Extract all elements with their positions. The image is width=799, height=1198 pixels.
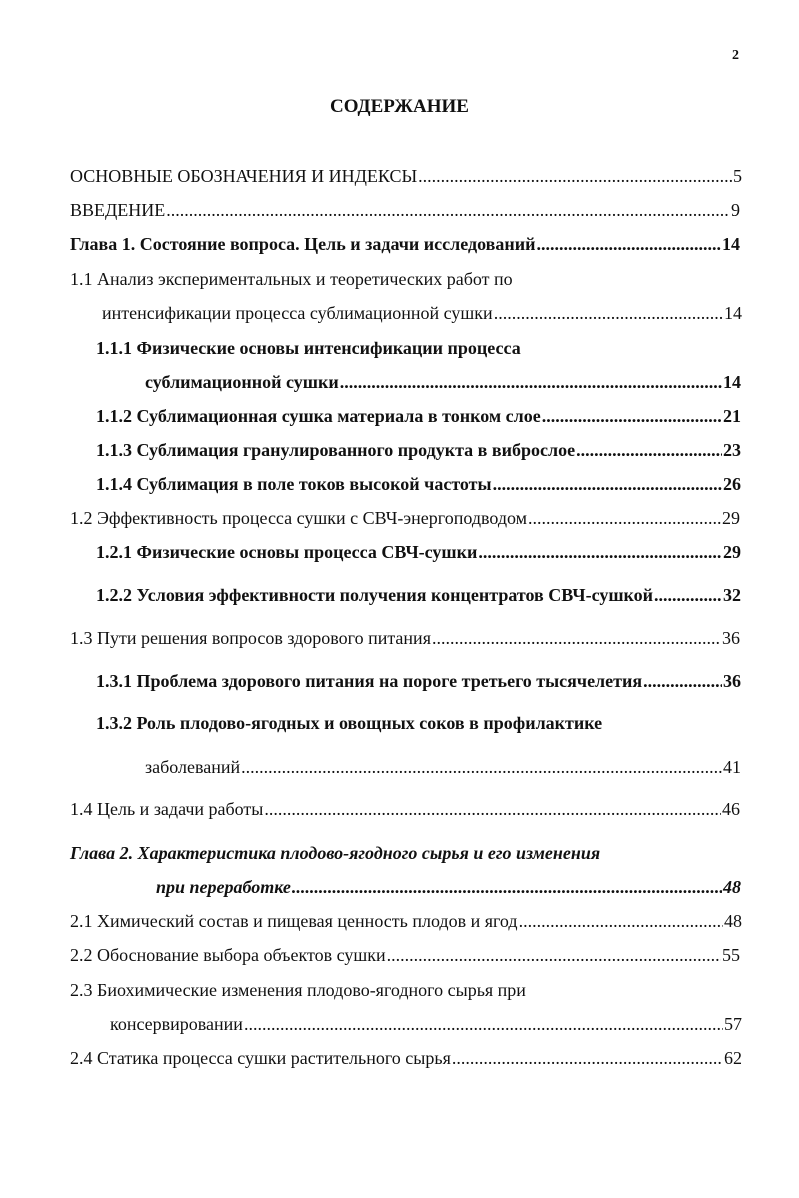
toc-entry-2-3[interactable] [110,1012,742,1036]
leader-dots [244,1012,723,1036]
toc-entry-1-2-2[interactable] [96,583,741,607]
toc-entry-page: 48 [723,877,741,897]
toc-entry-page: 46 [722,799,740,819]
toc-entry-1-3[interactable] [70,626,740,650]
toc-entry-page: 21 [723,406,741,426]
toc-entry-1-1-3[interactable] [96,438,741,462]
toc-entry-2-2[interactable] [70,943,740,967]
toc-entry-page: 29 [722,508,740,528]
leader-dots [292,875,722,899]
toc-entry-label: 1.3.1 Проблема здорового питания на пороге третьего тысячелетия [96,671,643,691]
toc-entry-introduction[interactable] [70,198,740,222]
leader-dots [166,198,730,222]
toc-entry-label: консервировании [110,1014,243,1034]
leader-dots [432,626,721,650]
toc-entry-page: 62 [724,1048,742,1068]
toc-entry-label: Глава 1. Состояние вопроса. Цель и задачи исследований [70,234,536,254]
toc-entry-label: 2.2 Обоснование выбора объектов сушки [70,945,386,965]
toc-entry-label: 1.2 Эффективность процесса сушки с СВЧ-энергоподводом [70,508,528,528]
toc-entry-label: при переработке [156,877,291,897]
leader-dots [478,540,722,564]
toc-entry-label: 1.1.3 Сублимация гранулированного продукта в виброслое [96,440,576,460]
leader-dots [654,583,722,607]
toc-entry-page: 26 [723,474,741,494]
leader-dots [493,472,722,496]
leader-dots [264,797,721,821]
toc-entry-label: заболеваний [145,757,241,777]
leader-dots [519,909,723,933]
toc-entry-1-2[interactable] [70,506,740,530]
toc-entry-page: 29 [723,542,741,562]
toc-entry-2-4[interactable] [70,1046,742,1070]
toc-entry-page: 9 [731,200,740,220]
toc-entry-label: 2.3 Биохимические изменения плодово-ягодного сырья при [70,980,526,1000]
toc-entry-label: 1.1 Анализ экспериментальных и теоретических работ по [70,269,513,289]
toc-entry-page: 55 [722,945,740,965]
toc-entry-label: ВВЕДЕНИЕ [70,200,166,220]
toc-entry-page: 48 [724,911,742,931]
toc-entry-1-1-1[interactable] [145,370,741,394]
toc-entry-1-3-1[interactable] [96,669,741,693]
leader-dots [576,438,722,462]
page-number: 2 [732,48,739,63]
toc-entry-page: 36 [722,628,740,648]
toc-entry-page: 41 [723,757,741,777]
leader-dots [494,301,723,325]
toc-entry-1-1-1-line1[interactable] [96,336,521,360]
toc-entry-1-4[interactable] [70,797,740,821]
toc-entry-1-1[interactable] [102,301,742,325]
leader-dots [340,370,722,394]
leader-dots [418,164,732,188]
toc-entry-label: 2.1 Химический состав и пищевая ценность плодов и ягод [70,911,518,931]
toc-entry-label: Глава 2. Характеристика плодово-ягодного сырья и его изменения [70,843,601,863]
toc-entry-1-3-2-line1[interactable] [96,711,602,735]
toc-entry-1-2-1[interactable] [96,540,741,564]
leader-dots [528,506,721,530]
toc-entry-page: 14 [722,234,740,254]
toc-entry-label: 1.3.2 Роль плодово-ягодных и овощных соков в профилактике [96,713,603,733]
leader-dots [387,943,721,967]
toc-entry-label: сублимационной сушки [145,372,339,392]
leader-dots [542,404,722,428]
toc-entry-label: 1.1.4 Сублимация в поле токов высокой частоты [96,474,492,494]
toc-entry-label: 1.2.2 Условия эффективности получения концентратов СВЧ-сушкой [96,585,654,605]
toc-entry-page: 57 [724,1014,742,1034]
toc-entry-label: интенсификации процесса сублимационной сушки [102,303,493,323]
toc-entry-page: 14 [724,303,742,323]
toc-entry-page: 23 [723,440,741,460]
toc-entry-label: 1.4 Цель и задачи работы [70,799,264,819]
leader-dots [643,669,722,693]
toc-entry-label: ОСНОВНЫЕ ОБОЗНАЧЕНИЯ И ИНДЕКСЫ [70,166,418,186]
toc-entry-label: 1.3 Пути решения вопросов здорового питания [70,628,431,648]
leader-dots [241,755,722,779]
toc-entry-1-1-line1[interactable] [70,267,513,291]
toc-entry-1-1-4[interactable] [96,472,741,496]
toc-entry-1-1-2[interactable] [96,404,741,428]
toc-entry-page: 36 [723,671,741,691]
toc-entry-2-1[interactable] [70,909,742,933]
toc-entry-label: 1.1.1 Физические основы интенсификации процесса [96,338,521,358]
page-title: СОДЕРЖАНИЕ [330,96,469,117]
toc-entry-1-3-2[interactable] [145,755,741,779]
leader-dots [452,1046,723,1070]
toc-entry-label: 2.4 Статика процесса сушки растительного сырья [70,1048,451,1068]
toc-entry-label: 1.2.1 Физические основы процесса СВЧ-сушки [96,542,478,562]
toc-entry-chapter-1[interactable] [70,232,740,256]
toc-entry-page: 32 [723,585,741,605]
toc-entry-chapter-2-line1[interactable] [70,841,600,865]
leader-dots [536,232,721,256]
toc-entry-chapter-2[interactable] [156,875,741,899]
toc-entry-page: 14 [723,372,741,392]
toc-entry-main-notations[interactable] [70,164,742,188]
toc-entry-page: 5 [733,166,742,186]
toc-entry-label: 1.1.2 Сублимационная сушка материала в тонком слое [96,406,541,426]
toc-entry-2-3-line1[interactable] [70,978,526,1002]
